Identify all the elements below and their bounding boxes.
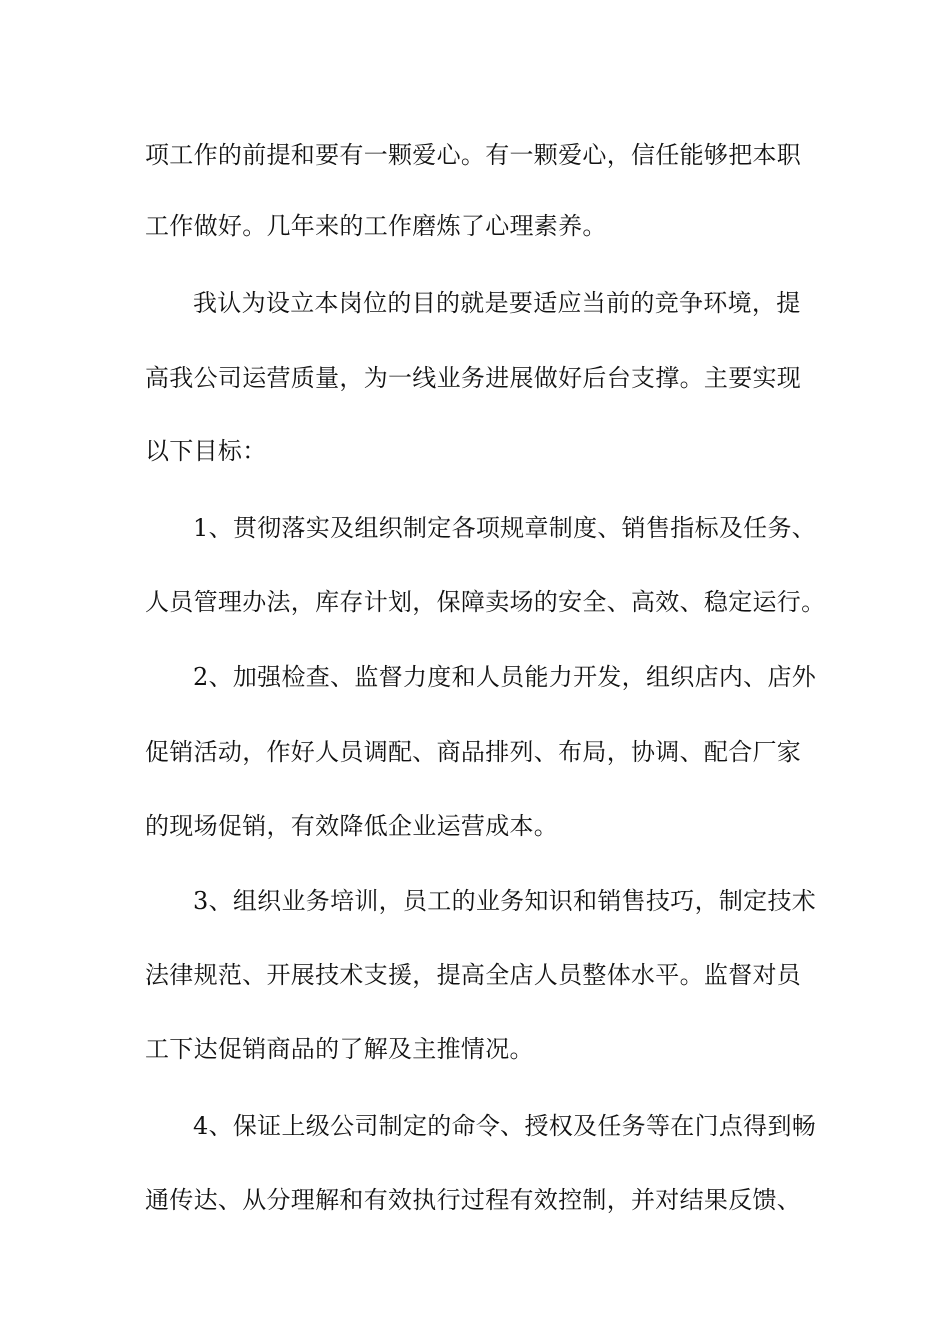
text-line: 促销活动，作好人员调配、商品排列、布局，协调、配合厂家 xyxy=(145,738,802,766)
text-line: 法律规范、开展技术支援，提高全店人员整体水平。监督对员 xyxy=(145,961,802,989)
text-line: 以下目标： xyxy=(145,437,267,465)
text-line: 的现场促销，有效降低企业运营成本。 xyxy=(145,812,559,840)
text-line: 项工作的前提和要有一颗爱心。有一颗爱心，信任能够把本职 xyxy=(145,141,802,169)
text-line: 高我公司运营质量，为一线业务进展做好后台支撑。主要实现 xyxy=(145,364,802,392)
text-line: 人员管理办法，库存计划，保障卖场的安全、高效、稳定运行。 xyxy=(145,588,826,616)
text-line: 通传达、从分理解和有效执行过程有效控制，并对结果反馈、 xyxy=(145,1186,802,1214)
list-item-3-line: 3、组织业务培训，员工的业务知识和销售技巧，制定技术 xyxy=(193,887,817,915)
list-item-4-line: 4、保证上级公司制定的命令、授权及任务等在门点得到畅 xyxy=(193,1112,817,1140)
paragraph-start-line: 我认为设立本岗位的目的就是要适应当前的竞争环境，提 xyxy=(193,289,801,317)
text-line: 工作做好。几年来的工作磨炼了心理素养。 xyxy=(145,212,607,240)
list-item-2-line: 2、加强检查、监督力度和人员能力开发，组织店内、店外 xyxy=(193,663,817,691)
list-item-1-line: 1、贯彻落实及组织制定各项规章制度、销售指标及任务、 xyxy=(193,514,817,542)
text-line: 工下达促销商品的了解及主推情况。 xyxy=(145,1035,534,1063)
